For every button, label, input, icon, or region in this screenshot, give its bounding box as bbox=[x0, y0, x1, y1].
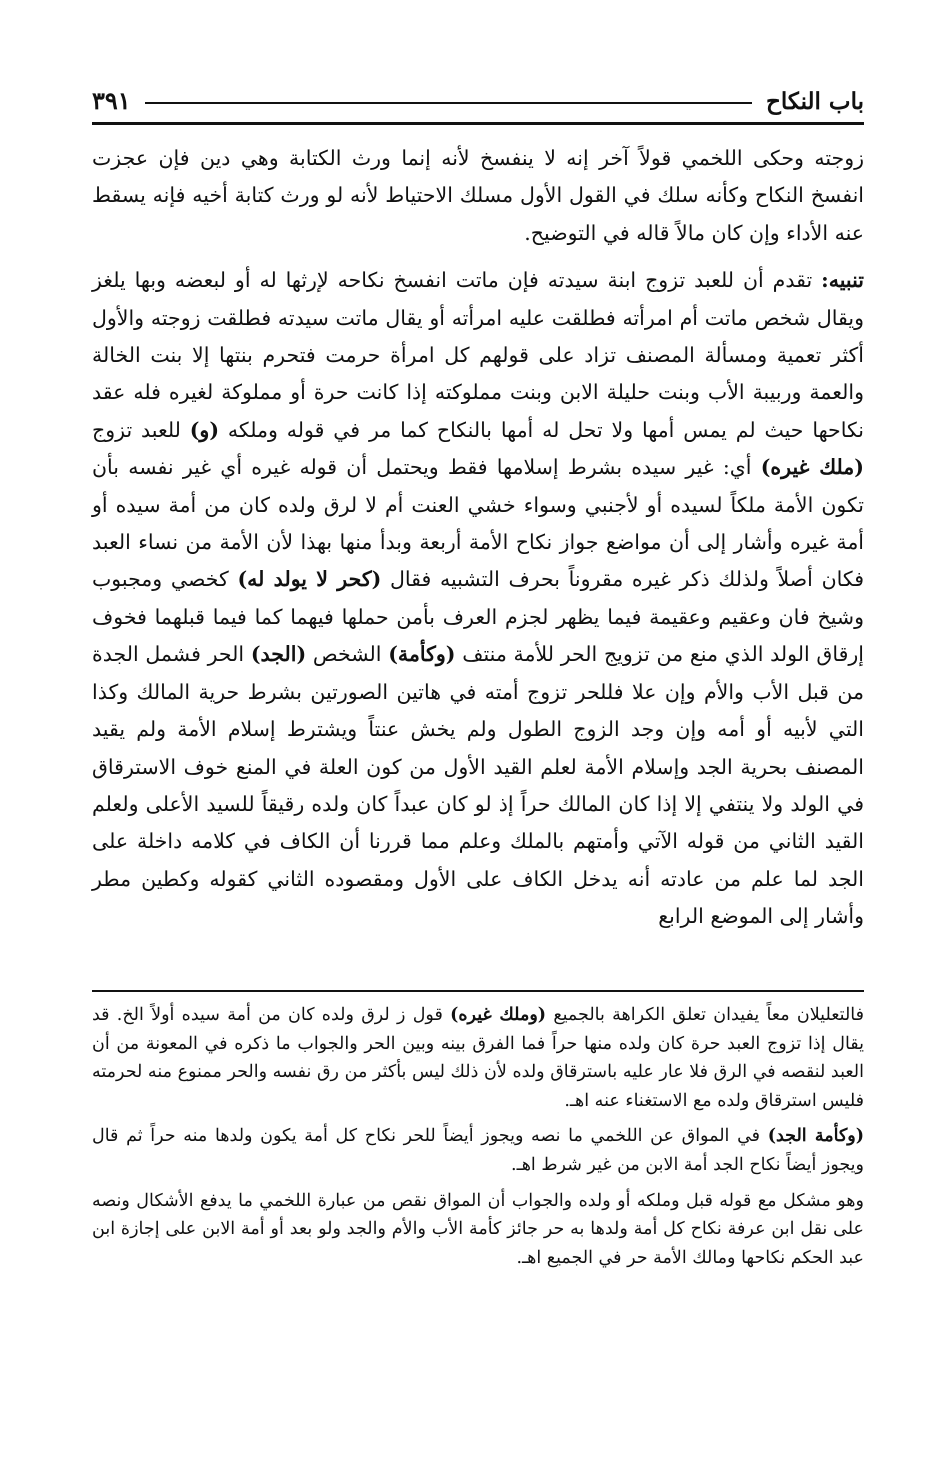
tanbih-label: تنبيه: bbox=[821, 268, 864, 293]
footnote-divider bbox=[92, 990, 864, 992]
text-run: تقدم أن للعبد تزوج ابنة سيدته فإن ماتت انفسخ نكاحه لإرثها له أو لبعضه وبها يلغز ويقال شخص ماتت أم امرأته فطلقت عليه امرأته أو يقال ماتت سيدته فطلقت زوجته والأول أكثر تعمية ومسألة المصنف تزاد على قولهم كل امرأة حرمت فتحرم بنتها إلا بنت الخالة والعمة وربيبة الأب وبنت حليلة الابن وبنت مملوكته إذا كانت حرة أو مملوكة لغيره فله عقد نكاحها حيث لم يمس أمها ولا تحل له أمها بالنكاح كما مر في قوله وملكه bbox=[92, 268, 864, 442]
footnote-1 bbox=[92, 1001, 864, 1115]
matn-waw: (و) bbox=[189, 417, 220, 442]
running-header bbox=[92, 78, 864, 118]
matn-kahurr: (كحر لا يولد له) bbox=[237, 567, 382, 592]
matn-wakaama: (وكأمة) bbox=[388, 642, 456, 667]
text-run: في المواق عن اللخمي ما نصه ويجوز أيضاً للحر نكاح كل أمة يكون ولدها منه حراً ثم قال ويجوز أيضاً نكاح الجد أمة الابن من غير شرط اهـ. bbox=[92, 1126, 864, 1175]
text-run: فالتعليلان معاً يفيدان تعلق الكراهة بالجميع bbox=[546, 1005, 864, 1025]
chapter-title: باب النكاح bbox=[766, 88, 864, 115]
fn-matn: (وملك غيره) bbox=[450, 1005, 547, 1025]
text-run: قول ز لرق ولده كان من أمة سيده أولاً الخ. قد يقال إذا تزوج العبد حرة كان ولده منها حراً فما الفرق بينه وبين الحر والجواب ما ذكره في المعونة من أن العبد لنقصه في الرق فلا عار عليه باسترقاق ولده لأن ذلك ليس بأكثر من رق نفسه والحر ممنوع منه لحرمته فليس استرقاق ولده مع الاستغناء عنه اهـ. bbox=[92, 1005, 864, 1111]
text-run: الشخص bbox=[306, 642, 389, 667]
paragraph-2 bbox=[92, 262, 864, 935]
footnote-3: وهو مشكل مع قوله قبل وملكه أو ولده والجواب أن المواق نقص من عبارة اللخمي ما يدفع الأشكال ونصه على نقل ابن عرفة نكاح كل أمة ولدها به حر جائز كأمة الأب والأم والجد ولو بعد أو أمة الابن على إجازة ابن عبد الحكم نكاحها ومالك الأمة حر في الجميع اهـ. bbox=[92, 1190, 864, 1268]
matn-aljadd: (الجد) bbox=[250, 642, 307, 667]
text-run: الحر فشمل الجدة من قبل الأب والأم وإن علا فللحر تزوج أمته في هاتين الصورتين بشرط حرية المالك وكذا التي لأبيه أو أمه وإن وجد الزوج الطول ولم يخش عنتاً ويشترط إسلام الأمة ولم يقيد المصنف بحرية الجد وإسلام الأمة لعلم القيد الأول من كون العلة في المنع خوف الاسترقاق في الولد ولا ينتفي إلا إذا كان المالك حراً إذ لو كان عبداً كان ولده رقيقاً للسيد الأعلى ولعلم القيد الثاني من قوله الآتي وأمتهم بالملك وعلم مما قررنا أن الكاف في كلامه داخلة على الجد لما علم من عادته أنه يدخل الكاف على الأول ومقصوده الثاني كقوله وكطين مطر وأشار إلى الموضع الرابع bbox=[92, 642, 864, 929]
main-text bbox=[92, 140, 864, 936]
page-number: ٣٩١ bbox=[92, 86, 131, 115]
fn-matn: (وكأمة الجد) bbox=[767, 1126, 865, 1147]
text-run: للعبد تزوج bbox=[92, 417, 190, 442]
header-rule bbox=[145, 102, 752, 104]
text-run: كخصي ومجبوب وشيخ فان وعقيم وعقيمة فيما يظهر لجزم العرف بأمن حملها فيهما كما فيما قبلهما فخوف إرقاق الولد الذي منع من تزويج الحر للأمة منتف bbox=[92, 567, 864, 667]
matn-milk-ghayrih: (ملك غيره) bbox=[760, 455, 864, 480]
footnotes bbox=[92, 1001, 864, 1272]
text-run: أي: غير سيده بشرط إسلامها فقط ويحتمل أن قوله غيره أي غير نفسه بأن تكون الأمة ملكاً لسيده أو لأجنبي وسواء خشي العنت أم لا لرق ولده كان من أمة سيده أو أمة غيره وأشار إلى أن مواضع جواز نكاح الأمة أربعة وبدأ منها بهذا لأن الأمة من نساء العبد فكان أصلاً ولذلك ذكر غيره مقروناً بحرف التشبيه فقال bbox=[92, 455, 864, 592]
paragraph-1: زوجته وحكى اللخمي قولاً آخر إنه لا ينفسخ لأنه إنما ورث الكتابة وهي دين فإن عجزت انفسخ النكاح وكأنه سلك في القول الأول مسلك الاحتياط لأنه لو ورث كتابة أخيه فإنه يسقط عنه الأداء وإن كان مالاً قاله في التوضيح. bbox=[92, 146, 864, 245]
header-divider bbox=[92, 122, 864, 125]
footnote-2 bbox=[92, 1122, 864, 1179]
